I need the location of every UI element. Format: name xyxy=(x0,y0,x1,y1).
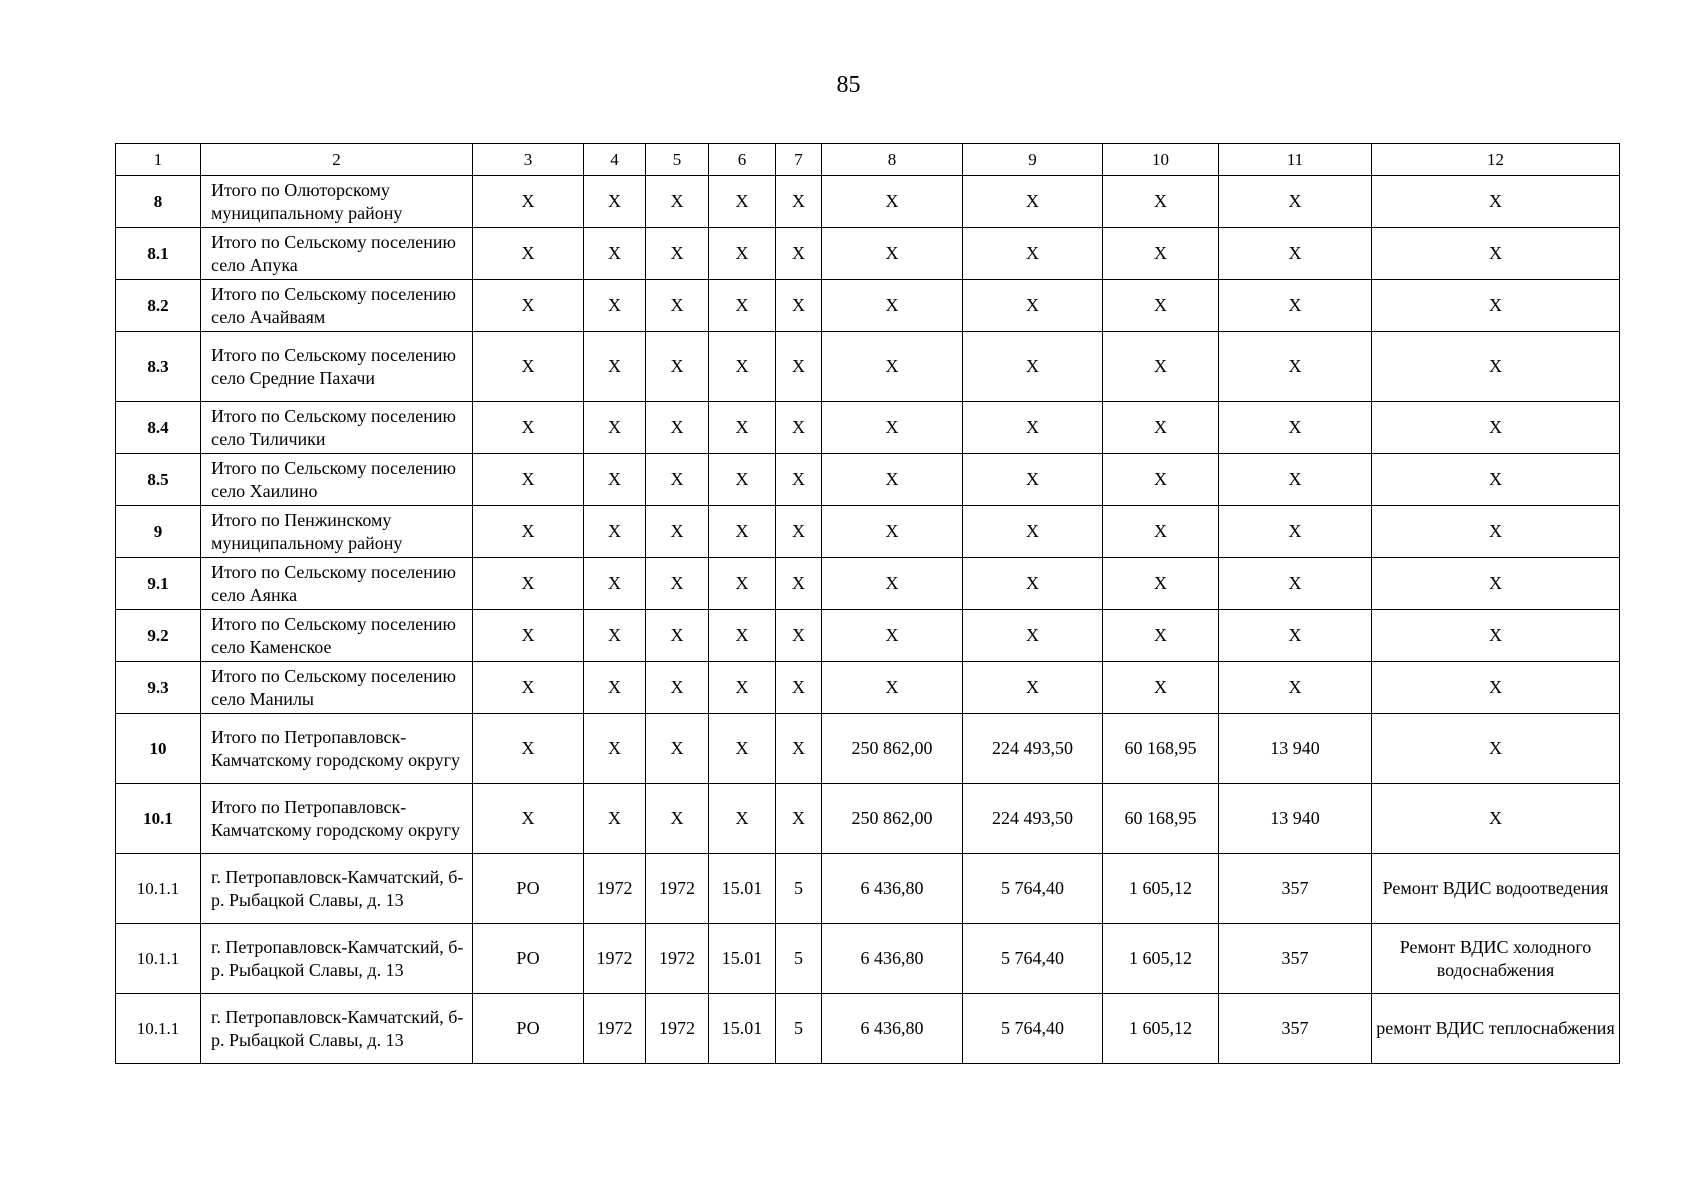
cell-col-3: Х xyxy=(473,558,584,610)
cell-col-5: Х xyxy=(646,662,709,714)
cell-col-7: Х xyxy=(776,176,822,228)
cell-col-11: 13 940 xyxy=(1219,714,1372,784)
cell-col-7: Х xyxy=(776,506,822,558)
cell-col-3: Х xyxy=(473,402,584,454)
cell-col-10: Х xyxy=(1103,402,1219,454)
cell-col-7: Х xyxy=(776,454,822,506)
cell-col-9: Х xyxy=(963,332,1103,402)
cell-col-6: 15.01 xyxy=(709,924,776,994)
page-number: 85 xyxy=(836,72,861,98)
cell-col-9: Х xyxy=(963,176,1103,228)
cell-col-11: 357 xyxy=(1219,924,1372,994)
cell-col-6: 15.01 xyxy=(709,994,776,1064)
row-name: Итого по Сельскому поселению село Каменское xyxy=(201,610,473,662)
cell-col-11: Х xyxy=(1219,228,1372,280)
cell-col-12: Х xyxy=(1372,784,1620,854)
cell-col-11: Х xyxy=(1219,280,1372,332)
row-number: 8.4 xyxy=(116,402,201,454)
cell-col-4: 1972 xyxy=(584,994,646,1064)
cell-col-11: Х xyxy=(1219,662,1372,714)
cell-col-7: 5 xyxy=(776,854,822,924)
row-name: г. Петропавловск-Камчатский, б-р. Рыбацкой Славы, д. 13 xyxy=(201,994,473,1064)
cell-col-7: Х xyxy=(776,228,822,280)
cell-col-6: Х xyxy=(709,228,776,280)
row-name: г. Петропавловск-Камчатский, б-р. Рыбацкой Славы, д. 13 xyxy=(201,854,473,924)
cell-col-7: 5 xyxy=(776,994,822,1064)
cell-col-4: Х xyxy=(584,402,646,454)
table-row xyxy=(116,714,1620,784)
column-header: 6 xyxy=(709,144,776,176)
cell-col-8: 6 436,80 xyxy=(822,924,963,994)
cell-col-12: Х xyxy=(1372,176,1620,228)
cell-col-12: Х xyxy=(1372,402,1620,454)
cell-col-3: РО xyxy=(473,924,584,994)
cell-col-12: Х xyxy=(1372,610,1620,662)
table-row xyxy=(116,558,1620,610)
cell-col-7: 5 xyxy=(776,924,822,994)
cell-col-10: 1 605,12 xyxy=(1103,854,1219,924)
cell-col-12: Х xyxy=(1372,280,1620,332)
cell-col-9: 224 493,50 xyxy=(963,714,1103,784)
cell-col-5: 1972 xyxy=(646,854,709,924)
cell-col-5: Х xyxy=(646,784,709,854)
cell-col-8: Х xyxy=(822,332,963,402)
cell-col-10: Х xyxy=(1103,228,1219,280)
cell-col-6: Х xyxy=(709,610,776,662)
data-table xyxy=(115,143,1620,1064)
cell-col-7: Х xyxy=(776,662,822,714)
cell-col-8: Х xyxy=(822,662,963,714)
cell-col-8: Х xyxy=(822,506,963,558)
cell-col-3: Х xyxy=(473,228,584,280)
cell-col-12: Х xyxy=(1372,714,1620,784)
column-header: 9 xyxy=(963,144,1103,176)
cell-col-7: Х xyxy=(776,280,822,332)
row-name: Итого по Петропавловск-Камчатскому городскому округу xyxy=(201,714,473,784)
table-row xyxy=(116,610,1620,662)
cell-col-10: Х xyxy=(1103,332,1219,402)
cell-col-4: Х xyxy=(584,662,646,714)
cell-col-10: 1 605,12 xyxy=(1103,924,1219,994)
cell-col-8: Х xyxy=(822,558,963,610)
cell-col-4: 1972 xyxy=(584,854,646,924)
table-row xyxy=(116,994,1620,1064)
cell-col-11: Х xyxy=(1219,332,1372,402)
cell-col-12: Х xyxy=(1372,558,1620,610)
cell-col-5: 1972 xyxy=(646,924,709,994)
cell-col-4: Х xyxy=(584,714,646,784)
cell-col-6: Х xyxy=(709,402,776,454)
table-row xyxy=(116,784,1620,854)
row-number: 9 xyxy=(116,506,201,558)
cell-col-9: Х xyxy=(963,228,1103,280)
row-number: 10.1.1 xyxy=(116,854,201,924)
cell-col-12: Х xyxy=(1372,332,1620,402)
column-header: 12 xyxy=(1372,144,1620,176)
cell-col-10: Х xyxy=(1103,454,1219,506)
column-header: 7 xyxy=(776,144,822,176)
cell-col-11: Х xyxy=(1219,610,1372,662)
cell-col-10: Х xyxy=(1103,610,1219,662)
cell-col-6: Х xyxy=(709,558,776,610)
cell-col-4: 1972 xyxy=(584,924,646,994)
row-name: Итого по Сельскому поселению село Хаилино xyxy=(201,454,473,506)
cell-col-5: Х xyxy=(646,332,709,402)
column-header: 1 xyxy=(116,144,201,176)
row-number: 8.3 xyxy=(116,332,201,402)
cell-col-12: Ремонт ВДИС водоотведения xyxy=(1372,854,1620,924)
cell-col-8: 6 436,80 xyxy=(822,994,963,1064)
cell-col-7: Х xyxy=(776,558,822,610)
cell-col-9: Х xyxy=(963,558,1103,610)
row-number: 9.2 xyxy=(116,610,201,662)
column-header: 11 xyxy=(1219,144,1372,176)
cell-col-9: Х xyxy=(963,280,1103,332)
table-row xyxy=(116,332,1620,402)
row-name: Итого по Сельскому поселению село Ачайваям xyxy=(201,280,473,332)
cell-col-10: Х xyxy=(1103,506,1219,558)
column-header: 5 xyxy=(646,144,709,176)
cell-col-8: 250 862,00 xyxy=(822,784,963,854)
cell-col-4: Х xyxy=(584,454,646,506)
cell-col-4: Х xyxy=(584,280,646,332)
cell-col-3: РО xyxy=(473,854,584,924)
cell-col-8: Х xyxy=(822,176,963,228)
cell-col-4: Х xyxy=(584,784,646,854)
column-header: 4 xyxy=(584,144,646,176)
cell-col-11: 357 xyxy=(1219,994,1372,1064)
cell-col-4: Х xyxy=(584,332,646,402)
cell-col-10: 1 605,12 xyxy=(1103,994,1219,1064)
row-number: 10.1.1 xyxy=(116,994,201,1064)
cell-col-6: Х xyxy=(709,714,776,784)
column-header: 3 xyxy=(473,144,584,176)
table-row xyxy=(116,454,1620,506)
row-name: Итого по Сельскому поселению село Средние Пахачи xyxy=(201,332,473,402)
cell-col-7: Х xyxy=(776,402,822,454)
row-number: 10.1 xyxy=(116,784,201,854)
column-header: 10 xyxy=(1103,144,1219,176)
cell-col-6: Х xyxy=(709,332,776,402)
cell-col-5: Х xyxy=(646,506,709,558)
cell-col-3: Х xyxy=(473,662,584,714)
cell-col-12: Х xyxy=(1372,662,1620,714)
cell-col-11: Х xyxy=(1219,454,1372,506)
table-row xyxy=(116,662,1620,714)
row-name: Итого по Петропавловск-Камчатскому городскому округу xyxy=(201,784,473,854)
cell-col-6: Х xyxy=(709,784,776,854)
cell-col-3: Х xyxy=(473,176,584,228)
column-header: 8 xyxy=(822,144,963,176)
cell-col-11: Х xyxy=(1219,558,1372,610)
cell-col-10: Х xyxy=(1103,662,1219,714)
cell-col-5: 1972 xyxy=(646,994,709,1064)
table-row xyxy=(116,854,1620,924)
cell-col-9: 5 764,40 xyxy=(963,994,1103,1064)
cell-col-6: 15.01 xyxy=(709,854,776,924)
row-name: Итого по Олюторскому муниципальному району xyxy=(201,176,473,228)
cell-col-5: Х xyxy=(646,402,709,454)
cell-col-9: Х xyxy=(963,506,1103,558)
cell-col-7: Х xyxy=(776,784,822,854)
row-name: Итого по Сельскому поселению село Апука xyxy=(201,228,473,280)
cell-col-3: Х xyxy=(473,280,584,332)
cell-col-12: Х xyxy=(1372,454,1620,506)
table-row xyxy=(116,228,1620,280)
cell-col-10: Х xyxy=(1103,558,1219,610)
cell-col-12: ремонт ВДИС теплоснабжения xyxy=(1372,994,1620,1064)
cell-col-4: Х xyxy=(584,176,646,228)
cell-col-8: Х xyxy=(822,402,963,454)
cell-col-3: Х xyxy=(473,454,584,506)
cell-col-9: Х xyxy=(963,454,1103,506)
cell-col-4: Х xyxy=(584,558,646,610)
cell-col-4: Х xyxy=(584,506,646,558)
cell-col-9: 224 493,50 xyxy=(963,784,1103,854)
cell-col-11: 13 940 xyxy=(1219,784,1372,854)
row-number: 8 xyxy=(116,176,201,228)
cell-col-6: Х xyxy=(709,506,776,558)
cell-col-11: Х xyxy=(1219,402,1372,454)
cell-col-10: 60 168,95 xyxy=(1103,714,1219,784)
cell-col-12: Ремонт ВДИС холодного водоснабжения xyxy=(1372,924,1620,994)
cell-col-11: Х xyxy=(1219,506,1372,558)
cell-col-4: Х xyxy=(584,610,646,662)
cell-col-10: Х xyxy=(1103,280,1219,332)
table-row xyxy=(116,924,1620,994)
row-number: 8.5 xyxy=(116,454,201,506)
cell-col-3: Х xyxy=(473,332,584,402)
cell-col-5: Х xyxy=(646,454,709,506)
cell-col-10: Х xyxy=(1103,176,1219,228)
cell-col-9: 5 764,40 xyxy=(963,924,1103,994)
cell-col-6: Х xyxy=(709,454,776,506)
cell-col-9: 5 764,40 xyxy=(963,854,1103,924)
row-name: Итого по Сельскому поселению село Аянка xyxy=(201,558,473,610)
table-row xyxy=(116,402,1620,454)
cell-col-8: 6 436,80 xyxy=(822,854,963,924)
cell-col-5: Х xyxy=(646,714,709,784)
cell-col-5: Х xyxy=(646,610,709,662)
table-row xyxy=(116,506,1620,558)
cell-col-7: Х xyxy=(776,714,822,784)
cell-col-10: 60 168,95 xyxy=(1103,784,1219,854)
cell-col-9: Х xyxy=(963,402,1103,454)
cell-col-8: 250 862,00 xyxy=(822,714,963,784)
cell-col-5: Х xyxy=(646,280,709,332)
row-number: 9.3 xyxy=(116,662,201,714)
table-body xyxy=(116,176,1620,1064)
cell-col-6: Х xyxy=(709,662,776,714)
cell-col-6: Х xyxy=(709,280,776,332)
cell-col-3: РО xyxy=(473,994,584,1064)
cell-col-3: Х xyxy=(473,784,584,854)
column-header: 2 xyxy=(201,144,473,176)
row-name: Итого по Сельскому поселению село Манилы xyxy=(201,662,473,714)
row-number: 8.2 xyxy=(116,280,201,332)
row-name: Итого по Сельскому поселению село Тиличики xyxy=(201,402,473,454)
cell-col-9: Х xyxy=(963,662,1103,714)
cell-col-3: Х xyxy=(473,610,584,662)
table-row xyxy=(116,176,1620,228)
cell-col-3: Х xyxy=(473,714,584,784)
table-row xyxy=(116,280,1620,332)
row-number: 8.1 xyxy=(116,228,201,280)
row-number: 9.1 xyxy=(116,558,201,610)
cell-col-11: Х xyxy=(1219,176,1372,228)
cell-col-12: Х xyxy=(1372,228,1620,280)
cell-col-5: Х xyxy=(646,558,709,610)
row-number: 10.1.1 xyxy=(116,924,201,994)
cell-col-8: Х xyxy=(822,228,963,280)
row-number: 10 xyxy=(116,714,201,784)
cell-col-8: Х xyxy=(822,610,963,662)
header-row xyxy=(116,144,1620,176)
cell-col-4: Х xyxy=(584,228,646,280)
cell-col-3: Х xyxy=(473,506,584,558)
cell-col-9: Х xyxy=(963,610,1103,662)
cell-col-7: Х xyxy=(776,332,822,402)
cell-col-6: Х xyxy=(709,176,776,228)
cell-col-5: Х xyxy=(646,176,709,228)
cell-col-8: Х xyxy=(822,280,963,332)
row-name: г. Петропавловск-Камчатский, б-р. Рыбацкой Славы, д. 13 xyxy=(201,924,473,994)
cell-col-8: Х xyxy=(822,454,963,506)
cell-col-12: Х xyxy=(1372,506,1620,558)
row-name: Итого по Пенжинскому муниципальному району xyxy=(201,506,473,558)
cell-col-11: 357 xyxy=(1219,854,1372,924)
cell-col-7: Х xyxy=(776,610,822,662)
cell-col-5: Х xyxy=(646,228,709,280)
